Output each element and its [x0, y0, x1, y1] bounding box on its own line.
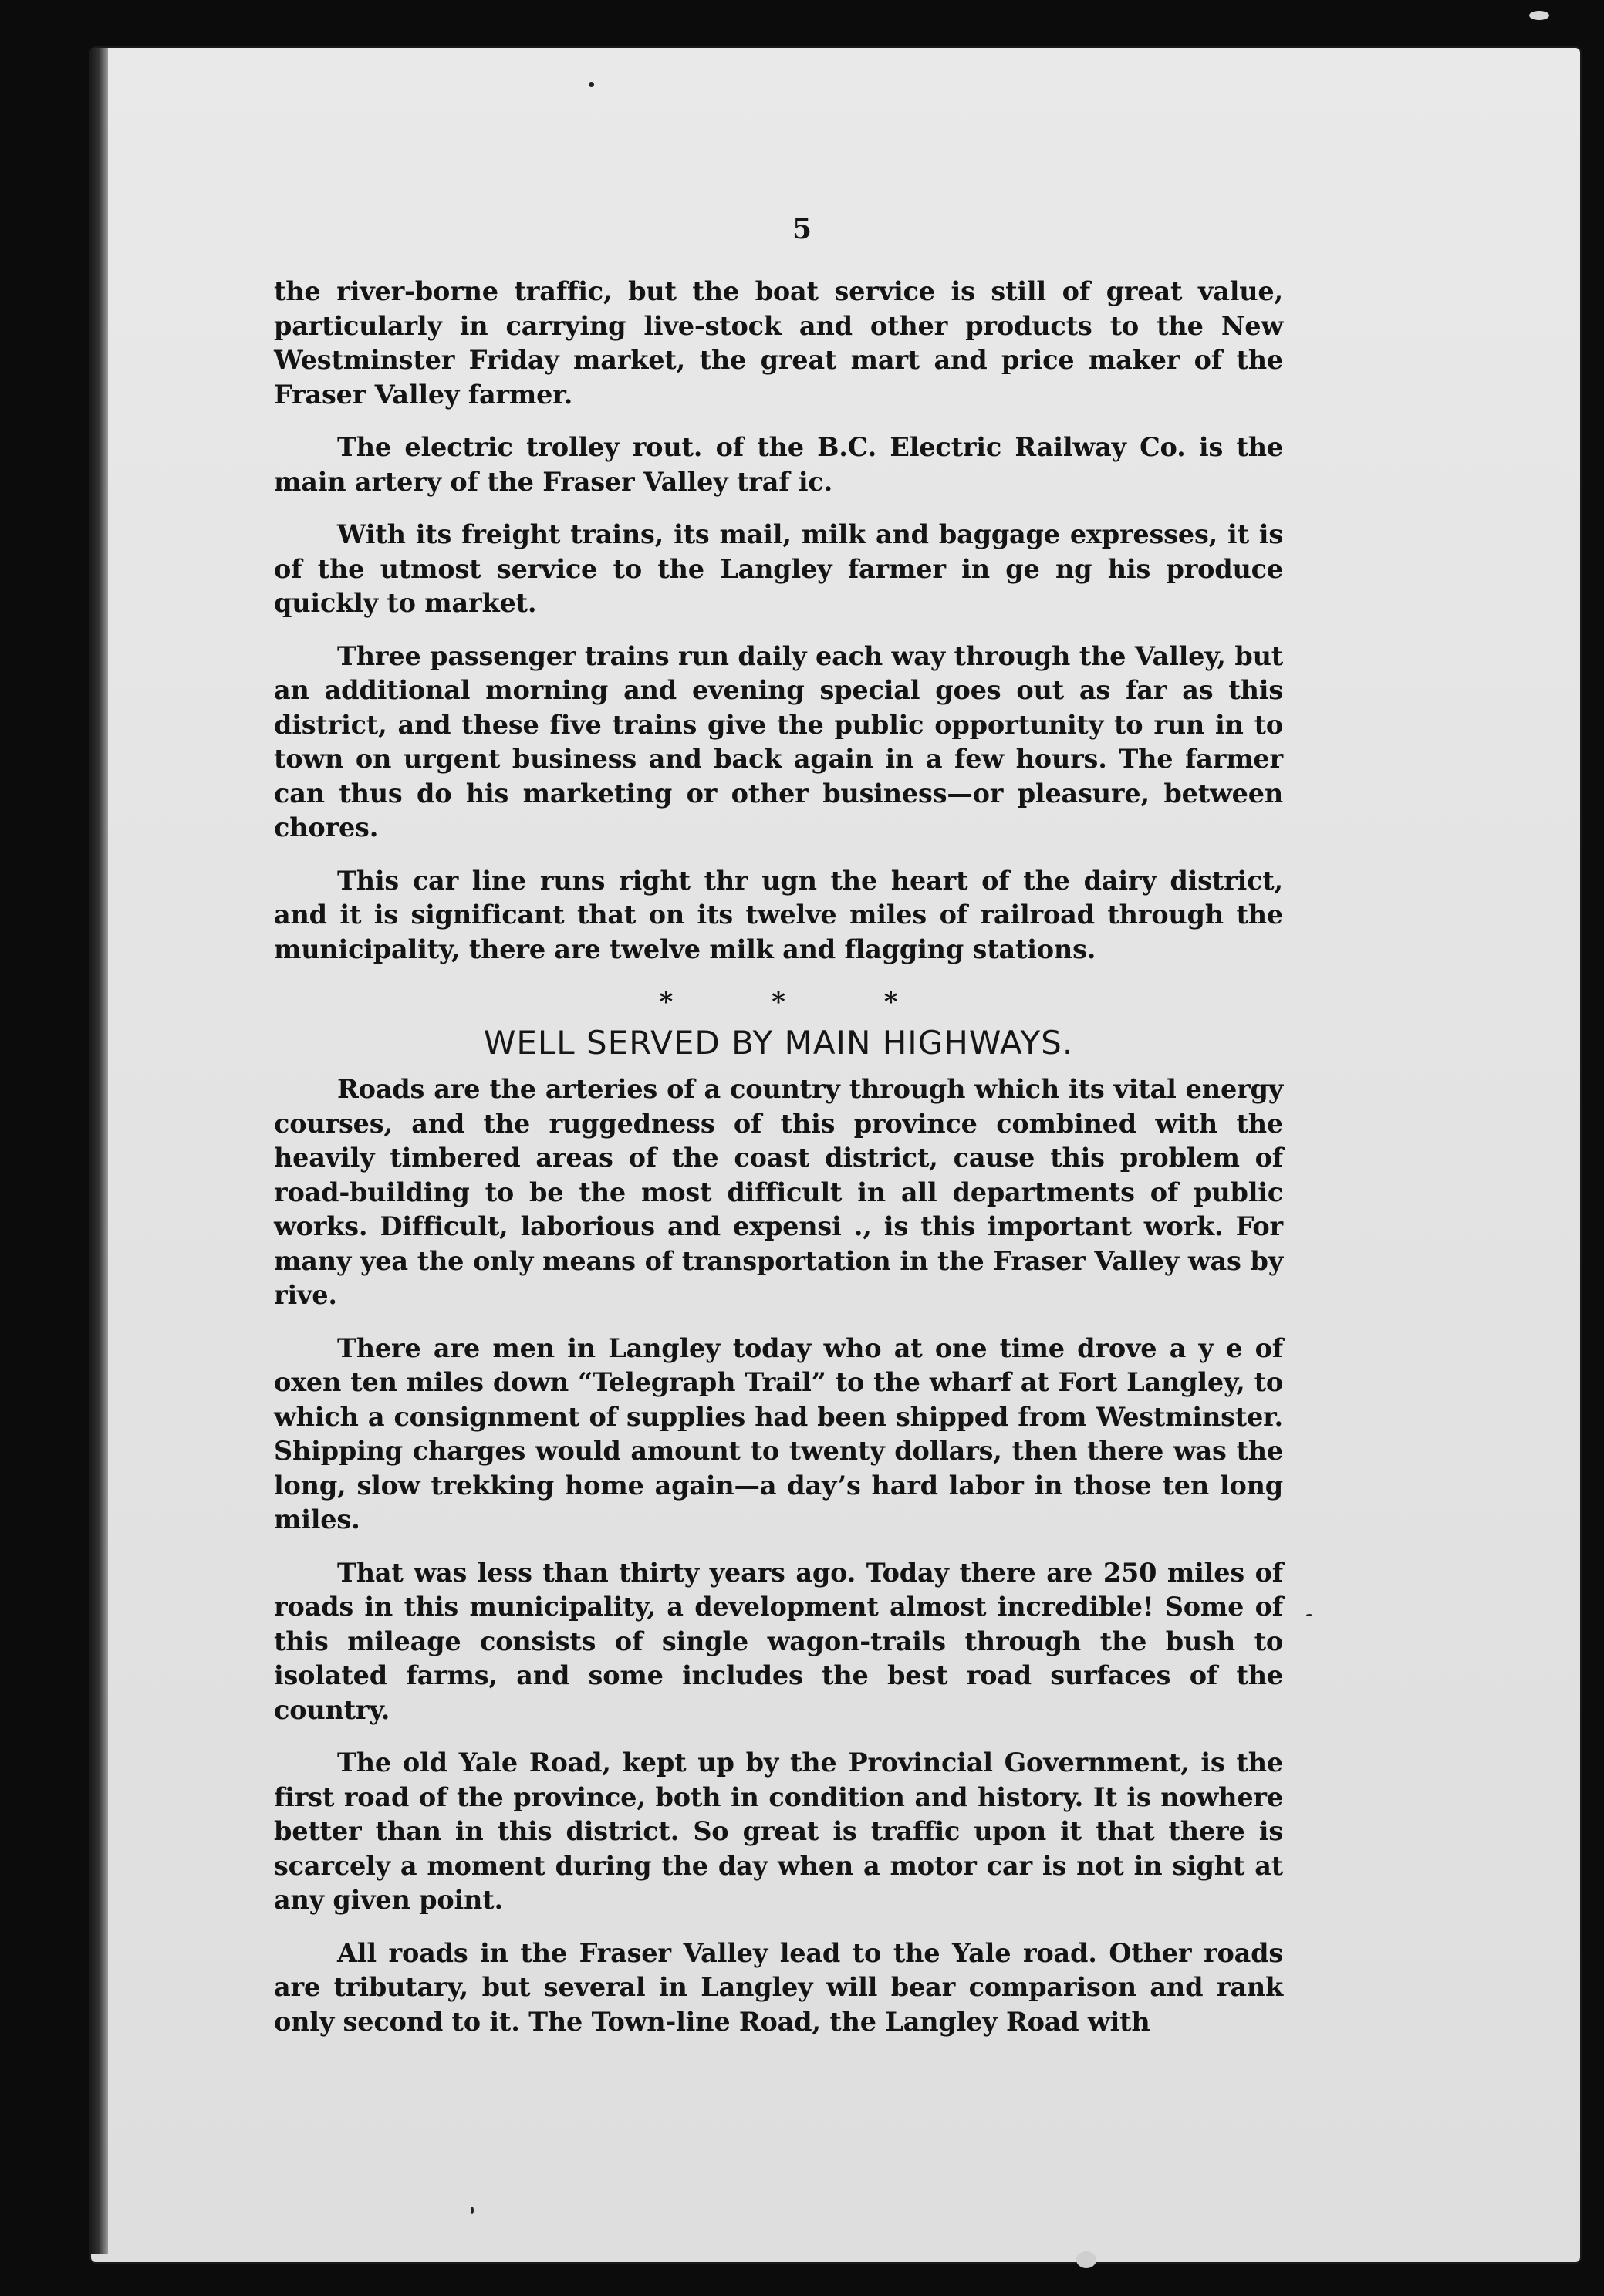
- paragraph: Three passenger trains run daily each way through the Valley, but an additional morning and evening special goes out as far as this district, and these five trains give the public opportunity to run in to town on urgent business and back again in a few hours. The farmer can thus do his marketing or other business—or pleasure, between chores.: [274, 640, 1283, 842]
- paragraph: With its freight trains, its mail, milk and baggage expresses, it is of the utmost service to the Langley farmer in ge ng his produce quickly to market.: [274, 519, 1283, 618]
- dust-speck: [589, 82, 594, 87]
- paragraph: This car line runs right thr ugn the heart of the dairy district, and it is significant that on its twelve miles of railroad through the municipality, there are twelve milk and flagging stations.: [274, 865, 1283, 964]
- dust-speck: [471, 2207, 474, 2214]
- section-heading: WELL SERVED BY MAIN HIGHWAYS.: [483, 1023, 1074, 1062]
- paragraph: That was less than thirty years ago. Today there are 250 miles of roads in this municipality, a development almost incredible! Some of this mileage consists of single wagon-trails through the bush to isolated farms, and some includes the best road surfaces of the country.: [274, 1557, 1283, 1725]
- paragraph: The old Yale Road, kept up by the Provincial Government, is the first road of the province, both in condition and history. It is nowhere better than in this district. So great is traffic upon it that there is scarcely a moment during the day when a motor car is not in sight at any given point.: [274, 1747, 1283, 1915]
- paragraph: The electric trolley rout. of the B.C. Electric Railway Co. is the main artery of the Fraser Valley traf ic.: [274, 432, 1283, 497]
- section-separator: * * *: [659, 987, 943, 1018]
- dust-speck: [1306, 1614, 1312, 1616]
- dust-speck: [1076, 2251, 1096, 2268]
- page-number: 5: [792, 213, 812, 245]
- article-body: [274, 275, 1283, 2058]
- binding-gutter: [91, 48, 108, 2254]
- paragraph: the river-borne traffic, but the boat service is still of great value, particularly in carrying live-stock and other products to the New Westminster Friday market, the great mart and price maker of the Fraser Valley farmer.: [274, 276, 1283, 410]
- paragraph: There are men in Langley today who at one time drove a y e of oxen ten miles down “Telegraph Trail” to the wharf at Fort Langley, to which a consignment of supplies had been shipped from Westminster. Shipping charges would amount to twenty dollars, then there was the long, slow trekking home again—a day’s hard labor in those ten long miles.: [274, 1332, 1283, 1535]
- paragraph: All roads in the Fraser Valley lead to the Yale road. Other roads are tributary, but several in Langley will bear comparison and rank only second to it. The Town-line Road, the Langley Road with: [274, 1937, 1283, 2037]
- dust-speck: [1529, 11, 1549, 20]
- paragraph: Roads are the arteries of a country through which its vital energy courses, and the ruggedness of this province combined with the heavily timbered areas of the coast district, cause this problem of road-building to be the most difficult in all departments of public works. Difficult, laborious and expensi ., is this important work. For many yea the only means of transportation in the Fraser Valley was by rive.: [274, 1074, 1283, 1310]
